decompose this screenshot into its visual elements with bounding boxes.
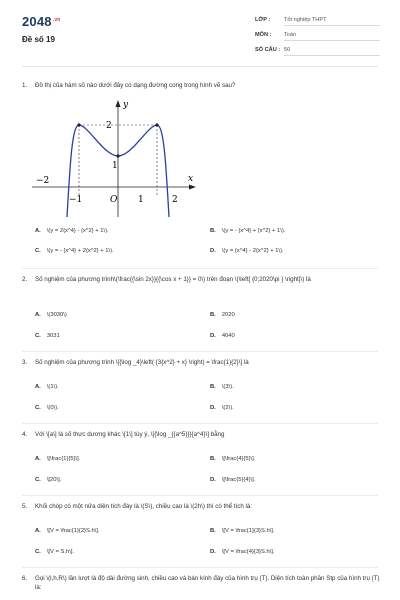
tick-label-x2: 2 xyxy=(172,195,178,205)
question-number: 3. xyxy=(22,359,28,366)
tick-label-x1: 1 xyxy=(138,195,144,205)
option-d[interactable]: D. 4040 xyxy=(210,333,235,339)
origin-label: O xyxy=(110,195,118,205)
meta-key: LỚP : xyxy=(255,17,271,23)
question-divider xyxy=(22,268,378,269)
question-text: Số nghiệm của phương trình\(\frac{{\sin 2x}}{{\cos x + 1}} = 0\) trên đoạn \(\left[ {0;2020\pi } \right]\) là xyxy=(35,276,311,283)
option-b[interactable]: B. \[\frac{4}{5}\]. xyxy=(210,456,256,462)
question-text: Số nghiệm của phương trình \[{\log _4}\left( {3{x^2} + x} \right) = \frac{1}{2}\] là xyxy=(35,359,249,366)
y-axis-label: y xyxy=(123,100,129,110)
question-number: 5. xyxy=(22,503,28,510)
option-a[interactable]: A. \(3030\) xyxy=(35,312,67,318)
tick-label-y2: 2 xyxy=(106,121,112,131)
question-5 xyxy=(22,503,384,512)
question-4 xyxy=(22,431,384,440)
option-b[interactable]: B. \(y = - {x^4} + {x^2} + 1\). xyxy=(210,228,286,234)
meta-value: Toán xyxy=(284,32,297,38)
tick-label-xm2: −2 xyxy=(36,176,50,186)
x-axis-label: x xyxy=(188,174,194,184)
question-number: 4. xyxy=(22,431,28,438)
max-point-left xyxy=(77,123,80,126)
function-graph xyxy=(30,95,210,220)
tick-label-xm1: −1 xyxy=(69,195,83,205)
exam-code: Đề số 19 xyxy=(22,35,55,44)
question-2 xyxy=(22,276,384,285)
question-text: Đồ thị của hàm số nào dưới đây có dạng đường cong trong hình vẽ sau? xyxy=(35,82,236,89)
option-c[interactable]: C. \[V = S.h\]. xyxy=(35,549,75,555)
logo-suffix: .vn xyxy=(52,16,61,23)
option-b[interactable]: B. 2020 xyxy=(210,312,235,318)
option-d[interactable]: D. \[V = \frac{4}{3}S.h\]. xyxy=(210,549,275,555)
meta-key: SỐ CÂU : xyxy=(255,47,281,53)
option-d[interactable]: D. \[\frac{5}{4}\]. xyxy=(210,477,256,483)
max-point-right xyxy=(155,123,158,126)
question-3 xyxy=(22,359,384,368)
question-number: 6. xyxy=(22,575,28,582)
option-a[interactable]: A. \(y = 2{x^4} - {x^2} + 1\). xyxy=(35,228,109,234)
y-axis-arrow-icon xyxy=(116,100,121,107)
question-number: 1. xyxy=(22,82,28,89)
question-6 xyxy=(22,575,384,593)
option-c[interactable]: C. \[20\]. xyxy=(35,477,62,483)
x-axis-arrow-icon xyxy=(189,185,196,190)
question-text: Gọi \(l,h,R\) lần lượt là độ dài đường sinh, chiều cao và bán kính đáy của hình trụ (T). Diện tích toàn phần Stp của hình trụ (T) là: xyxy=(35,575,380,591)
option-d[interactable]: D. \(y = {x^4} - 2{x^2} + 1\). xyxy=(210,248,284,254)
question-divider xyxy=(22,495,378,496)
meta-underline xyxy=(284,55,380,56)
question-number: 2. xyxy=(22,276,28,283)
option-c[interactable]: C. \(0\). xyxy=(35,405,59,411)
option-b[interactable]: B. \(3\). xyxy=(210,384,234,390)
question-text: Với \[a\] là số thực dương khác \[1\] tùy ý, \[{\log _{{a^5}}}{a^4}\] bằng xyxy=(35,431,225,438)
option-c[interactable]: C. \(y = - {x^4} + 2{x^2} + 1\). xyxy=(35,248,114,254)
option-a[interactable]: A. \[V = \frac{1}{2}S.h\]. xyxy=(35,528,100,534)
question-divider xyxy=(22,567,378,568)
logo-main: 2048 xyxy=(22,14,52,29)
tick-label-y1: 1 xyxy=(112,161,118,171)
meta-value: Tốt nghiệp THPT xyxy=(284,17,327,23)
site-logo[interactable] xyxy=(22,14,61,29)
question-text: Khối chóp có một nửa diện tích đáy là \(S\), chiều cao là \(2h\) thì có thể tích là: xyxy=(35,503,253,510)
option-b[interactable]: B. \[V = \frac{1}{3}S.h\]. xyxy=(210,528,275,534)
option-a[interactable]: A. \[\frac{1}{5}\]. xyxy=(35,456,81,462)
meta-underline xyxy=(284,40,380,41)
option-a[interactable]: A. \(1\). xyxy=(35,384,59,390)
meta-value: 50 xyxy=(284,47,291,53)
header-divider xyxy=(22,66,378,67)
question-divider xyxy=(22,423,378,424)
question-1 xyxy=(22,82,384,91)
meta-key: MÔN : xyxy=(255,32,272,38)
min-point xyxy=(116,154,119,157)
option-c[interactable]: C. 3031 xyxy=(35,333,60,339)
meta-underline xyxy=(284,25,380,26)
option-d[interactable]: D. \(2\). xyxy=(210,405,234,411)
question-divider xyxy=(22,351,378,352)
